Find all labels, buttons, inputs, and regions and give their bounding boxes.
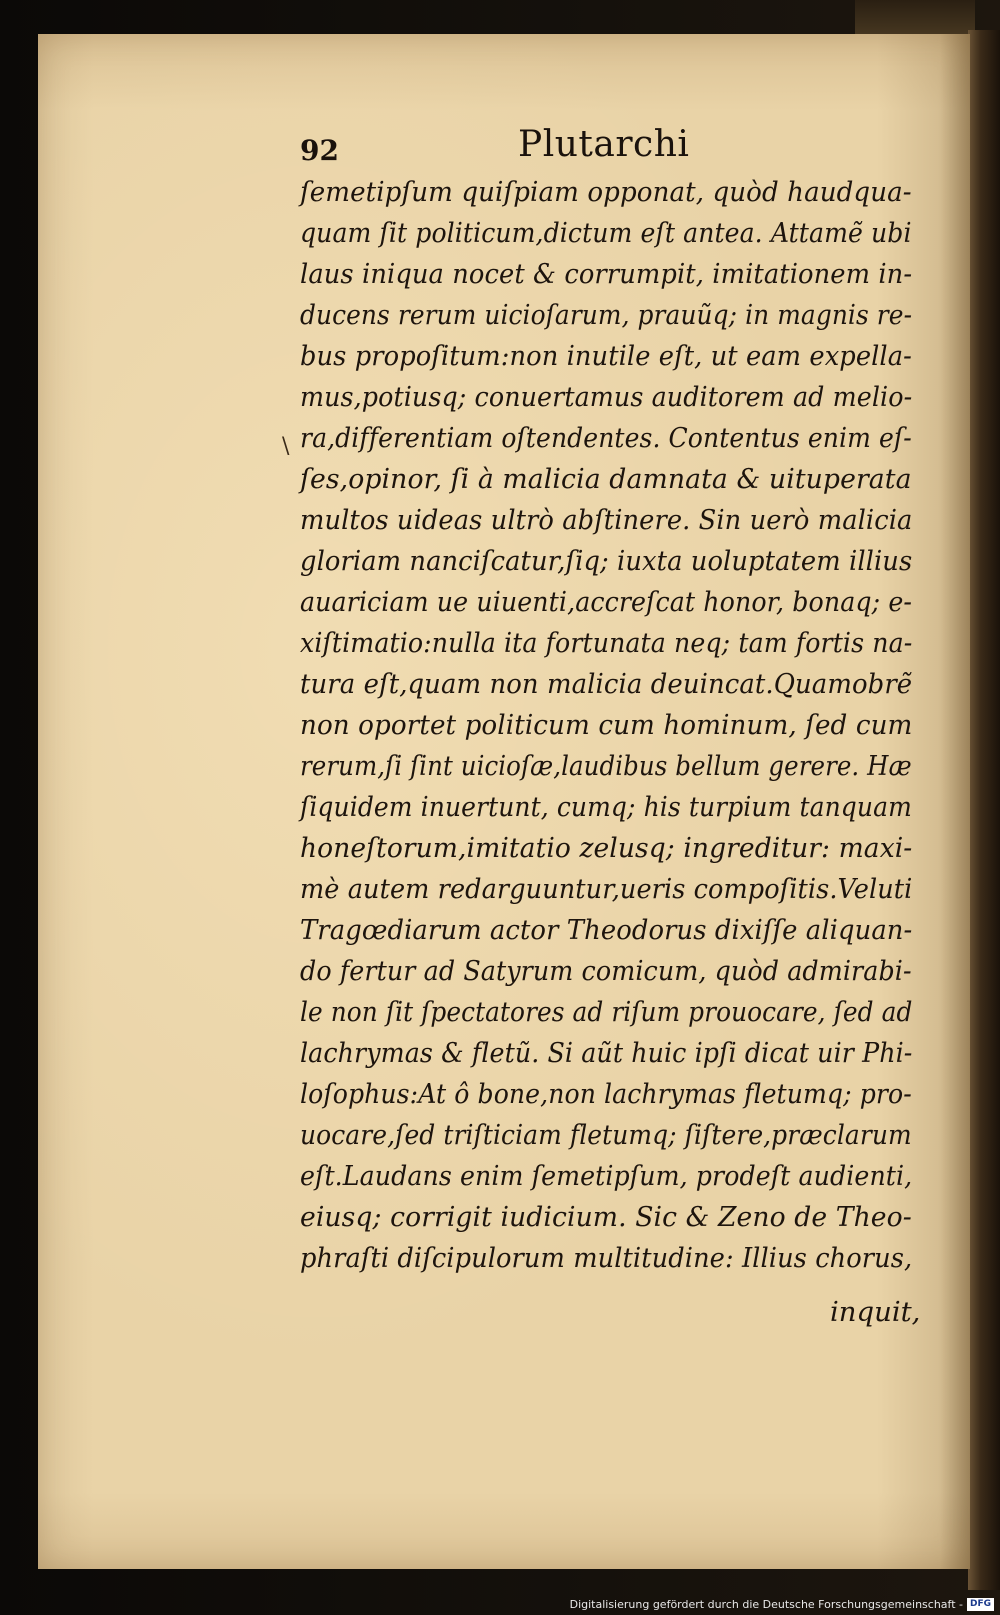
credit-text: Digitalisierung gefördert durch die Deutsche Forschungsgemeinschaft - [569, 1598, 963, 1611]
text-line: ſiquidem inuertunt, cumq; his turpium tanquam [300, 791, 912, 823]
text-line: auariciam ue uiuenti,accreſcat honor, bonaq; e- [300, 586, 913, 618]
text-line: multos uideas ultrò abſtinere. Sin uerò malicia [300, 504, 913, 536]
text-line: non oportet politicum cum hominum, ſed cum [300, 709, 913, 741]
text-line: tura eſt,quam non malicia deuincat.Quamobrẽ [300, 668, 913, 700]
page-gutter-shadow [940, 34, 970, 1569]
text-line: eiusq; corrigit iudicium. Sic & Zeno de Theo- [300, 1201, 912, 1233]
text-line: eſt.Laudans enim ſemetipſum, prodeſt audienti, [300, 1160, 913, 1192]
margin-mark: \ [282, 434, 290, 459]
text-line: ſemetipſum quiſpiam opponat, quòd haudqua- [300, 176, 912, 208]
text-line: Tragœdiarum actor Theodorus dixiſſe aliquan- [300, 914, 913, 946]
text-line: ra,differentiam oſtendentes. Contentus enim eſ- [300, 422, 912, 454]
text-line: bus propoſitum:non inutile eſt, ut eam expella- [300, 340, 912, 372]
dfg-logo: DFG [967, 1598, 994, 1611]
text-line: ſes,opinor, ſi à malicia damnata & uituperata [300, 463, 912, 495]
text-line: quam ſit politicum,dictum eſt antea. Attamẽ ubi [300, 217, 912, 249]
text-line: loſophus:At ô bone,non lachrymas fletumq; pro- [300, 1078, 912, 1110]
text-line: uocare,ſed triſticiam fletumq; ſiſtere,præclarum [300, 1119, 912, 1151]
text-line: le non ſit ſpectatores ad riſum prouocare, ſed ad [300, 996, 913, 1028]
text-line: laus iniqua nocet & corrumpit, imitationem in- [300, 258, 913, 290]
text-line: mè autem redarguuntur,ueris compoſitis.Veluti [300, 873, 913, 905]
text-line: rerum,ſi ſint uicioſæ,laudibus bellum gerere. Hæ [300, 750, 912, 782]
text-line: lachrymas & fletũ. Si aũt huic ipſi dicat uir Phi- [300, 1037, 913, 1069]
catchword: inquit, [830, 1296, 921, 1328]
text-line: xiſtimatio:nulla ita fortunata neq; tam fortis na- [300, 627, 913, 659]
text-line: ducens rerum uicioſarum, prauũq; in magnis re- [300, 299, 913, 331]
digitization-credit [570, 1598, 994, 1611]
text-line: do fertur ad Satyrum comicum, quòd admirabi- [300, 955, 912, 987]
running-head [300, 124, 720, 174]
text-block [300, 172, 912, 1279]
text-line: mus,potiusq; conuertamus auditorem ad melio- [300, 381, 913, 413]
text-line: honeſtorum,imitatio zelusq; ingreditur: maxi- [300, 832, 913, 864]
text-line: gloriam nanciſcatur,ſiq; iuxta uoluptatem illius [300, 545, 913, 577]
text-line: phraſti diſcipulorum multitudine: Illius chorus, [300, 1242, 913, 1274]
page-number: 92 [300, 134, 339, 167]
running-title: Plutarchi [518, 124, 690, 165]
book-right-edge [968, 30, 1000, 1590]
